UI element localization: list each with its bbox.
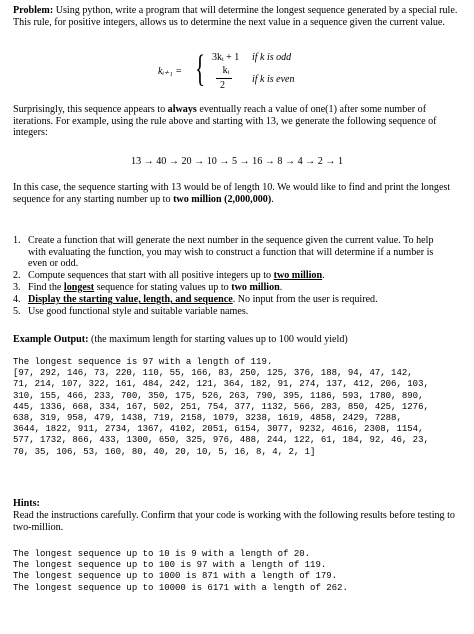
task-bold: two million [231,282,280,293]
problem-paragraph [13,5,463,28]
output-line: 3644, 1822, 911, 2734, 1367, 4102, 2051, 6154, 3077, 9232, 4616, 2308, 1154, [13,424,424,435]
example-label: Example Output: [13,334,89,345]
task-number: 2. [13,270,21,281]
formula-fraction-bar [216,68,232,79]
output-line: 70, 35, 106, 53, 160, 80, 40, 20, 10, 5, 16, 8, 4, 2, 1] [13,446,316,457]
surprising-text-post: eventually reach a value of one(1) after some number of iterations. For example, using the rule above and starting with 13, we generate the following sequence of integers: [13,104,437,139]
task-text: Use good functional style and suitable variable names. [28,306,249,317]
task-text: Create a function that will generate the next number in the sequence given the current value. To help with evaluating the function, you may wish to construct a function that will determine if a number is even or odd. [28,235,434,270]
in-this-case-text: In this case, the sequence starting with 13 would be of length 10. We would like to find and print the longest sequence for any starting number up to [13,182,451,205]
problem-text: Using python, write a program that will determine the longest sequence generated by a special rule. This rule, for positive integers, allows us to determine the next value in a sequence given the current value. [13,5,458,28]
two-million-bold: two million (2,000,000) [173,193,272,205]
hint-line: The longest sequence up to 10 is 9 with a length of 20. [13,549,311,559]
surprising-text-pre: Surprisingly, this sequence appears to [13,104,168,115]
example-output-heading [13,334,463,346]
output-line: 310, 155, 466, 233, 700, 350, 175, 526, 263, 790, 395, 1186, 593, 1780, 890, [13,390,424,401]
task-text: Find the [28,282,64,293]
formula-cond-even: if k is even [252,74,295,85]
output-line: 445, 1336, 668, 334, 167, 502, 251, 754, 377, 1132, 566, 283, 850, 425, 1276, [13,401,429,412]
task-bold-underline: Display the starting value, length, and sequence [28,294,233,305]
output-line: 71, 214, 107, 322, 161, 484, 242, 121, 364, 182, 91, 274, 137, 412, 206, 103, [13,379,429,390]
problem-label: Problem: [13,5,54,16]
task-number: 1. [13,235,21,246]
task-text-mid: sequence for stating values up to [94,282,232,293]
hint-line: The longest sequence up to 10000 is 6171 with a length of 262. [13,582,348,593]
task-text-end: . [322,270,325,281]
hint-line: The longest sequence up to 1000 is 871 with a length of 179. [13,571,338,582]
hints-label: Hints: [13,498,40,509]
surprising-paragraph [13,104,463,139]
task-number: 4. [13,294,21,305]
surprising-bold: always [167,104,197,115]
collatz-formula [150,48,350,94]
output-line: 638, 319, 958, 479, 1438, 719, 2158, 1079, 3238, 1619, 4858, 2429, 7288, [13,413,402,423]
example-sequence: 13 → 40 → 20 → 10 → 5 → 16 → 8 → 4 → 2 → 1 [131,156,343,167]
in-this-case-paragraph [13,182,463,205]
formula-case-odd: 3kᵢ + 1 [212,52,240,63]
hints-heading [13,498,463,510]
task-number: 5. [13,306,21,317]
hints-paragraph: Read the instructions carefully. Confirm that your code is working with the following results before testing to two-million. [13,510,455,533]
example-text: (the maximum length for starting values up to 100 would yield) [88,334,348,345]
output-line: 577, 1732, 866, 433, 1300, 650, 325, 976, 488, 244, 122, 61, 184, 92, 46, 23, [13,435,429,446]
task-text-end: . No input from the user is required. [232,294,378,305]
task-underline: longest [63,282,95,293]
formula-brace: { [195,48,206,90]
task-text: Compute sequences that start with all positive integers up to [28,270,274,281]
in-this-case-end: . [271,193,274,205]
task-text-end: . [279,282,283,293]
formula-case-even-denominator: 2 [220,80,225,91]
hint-line: The longest sequence up to 100 is 97 with a length of 119. [13,560,327,571]
task-underline: two million [273,270,323,281]
output-line: The longest sequence is 97 with a length of 119. [13,357,273,367]
task-number: 3. [13,282,21,293]
output-line: [97, 292, 146, 73, 220, 110, 55, 166, 83, 250, 125, 376, 188, 94, 47, 142, [13,368,413,379]
formula-lhs: kᵢ₊₁ = [158,66,183,77]
formula-case-even-numerator: kᵢ [222,65,230,76]
formula-cond-odd: if k is odd [252,52,292,63]
